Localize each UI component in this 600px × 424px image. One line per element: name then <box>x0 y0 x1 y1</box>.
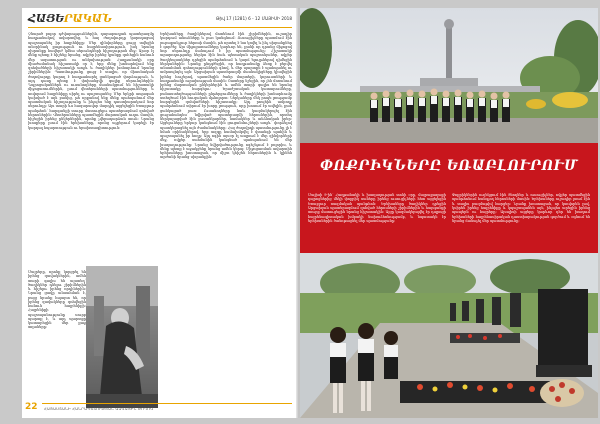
intro-column-b: Փոքրիկներին ուղեկցում էին ծնողներ և ուսուցիչներ, ովքեր պատմեցին պանթեոնում հանգչող հերոսների մասին։ Երեխաները ուշադիր լսում էին և տալիս բազմաթիվ հարցեր։ Նրանք խոստացան, որ կսովորեն լավ, կսիրեն իրենց հայրենիքը և կպաշտպանեն այն, ինչպես արեցին իրենց պապերն ու հայրերը։ Այսպիսի այցերը կարևոր դեր են խաղում երեխաների հայրենասիրական դաստիարակության գործում և օգնում են նրանց ճանաչել մեր պատմությունը։ <box>452 193 590 224</box>
intro-column-a: Մայիսի 9-ին՝ Հաղթանակի և խաղաղության տոնի օրը, մայրաքաղաքի դպրոցներից մեկի փոքրիկ սաները իրենց ուսուցիչների հետ այցելեցին Եռաբլուր ռազմական պանթեոն։ Երեխաները ծաղիկներ դրեցին Արցախյան պատերազմում զոհված հերոսների շիրիմներին և հարգանքի տուրք մատուցեցին նրանց հիշատակին։ Այցը կազմակերպվել էր դպրոցի հայրենագիտական խմբակի նախաձեռնությամբ, և նպատակն էր երեխաներին ծանոթացնել մեր պատմությանը։ <box>308 193 446 224</box>
logo-accent: ՐԱԿԱՆ <box>63 12 112 25</box>
issue-info: Թիվ 17 (1281) 6 - 12 ՄԱՅԻՍԻ 2018 <box>215 16 292 21</box>
article-title-banner <box>300 143 598 191</box>
article-intro-block <box>300 191 598 253</box>
article-column-a: Չնայած բոլոր դժվարություններին, ղարաբաղյան պատերազմը հաղթանակով ավարտվեց, և հայ ժողովուրդը կարողացավ պաշտպանել իր հայրենիքը։ Մեր զինվորները ցույց տվեցին անօրինակ քաջություն ու հայրենասիրություն, իսկ նրանց սխրանքը հավերժ կմնա սերունդների հիշողության մեջ։ Այսօր էլ մենք պետք է հիշենք նրանց, ովքեր իրենց կյանքը զոհեցին հանուն մեր ազատության ու անկախության։ Հաղթանակի օրը միաժամանակ հիշատակի օր է, երբ մենք խոնարհվում ենք զոհվածների հիշատակի առջև և ծաղիկներ խոնարհում նրանց շիրիմներին։ Պատմությունը ցույց է տալիս, որ միասնական ժողովուրդը կարող է հաղթահարել ցանկացած փորձություն, և այդ դասը պետք է փոխանցվի գալիք սերունդներին։ Դպրոցականներն ու ուսանողները մասնակցում են հիշատակի միջոցառումներին, լսում վետերանների պատմությունները և սովորում հայրենիքը սիրել ու պաշտպանել։ Մեր երկրի ապագան կախված է այն բանից, թե որքանով ենք մենք պահպանում մեր պատմական հիշողությունը և ինչպես ենք դաստիարակում նոր սերունդը։ Այս տարի ևս հազարավոր մարդիկ այցելեցին Եռաբլուր պանթեոն՝ հարգանքի տուրք մատուցելու պատերազմում զոհված հերոսներին։ Վետերանները պատմեցին մարտական ուղու մասին, հիշեցին իրենց ընկերներին, որոնք չվերադարձան տուն։ Նրանց խոսքերը լսում էին երեխաները, որոնց աչքերում կարելի էր կարդալ հպարտություն ու երախտագիտություն։ <box>28 32 154 130</box>
footer-rule <box>42 403 292 404</box>
article-column-b: Երեխաները ծաղիկներով մոտենում էին շիրիմներին, ուշադիր կարդում անունները և լուռ կանգնում։ Ուսուցիչները պատմում էին յուրաքանչյուր հերոսի մասին, թե որտեղ է նա կռվել և ինչ սխրանքներ է գործել։ Այս միջոցառումները կարևոր են, քանի որ դրանց միջոցով նոր սերունդը ճանաչում է իր պատմությունը։ Հիշատակի արարողությանը ներկա էին նաև պետական պաշտոնյաներ, ովքեր ծաղկեպսակներ դրեցին պանթեոնում և կարճ ելույթներով դիմեցին ներկաներին։ Նրանք ընդգծեցին, որ հաղթանակը ձեռք է բերվել անսահման զոհողությունների գնով, և մեր պարտքն է պահպանել ու ամրապնդել այն։ Արցախյան պատերազմի մասնակիցները կիսվեցին իրենց հուշերով, պատմեցին ծանր մարտերի, կորուստների և հաղթանակի ուրախության մասին։ Շատերը նշեցին, որ չեն մոռանում իրենց մարտական ընկերներին և ամեն տարի գալիս են նրանց հիշատակը հարգելու։ Երաժշտական կատարումները, բանաստեղծությունների ընթերցումները և ծաղիկների խոնարհումը ստեղծում էին հուզական մթնոլորտ։ Ներկաները մեկ րոպե լռությամբ հարգեցին զոհվածների հիշատակը։ Այդ րոպեին ամբողջ պանթեոնում տիրում էր խորը լռություն, որը խոսում էր ավելին, քան ցանկացած բառ։ Ուսանողները նաև կազմակերպել էին ցուցահանդես՝ նվիրված պատերազմի հերոսներին, որտեղ ներկայացված էին լուսանկարներ, նամակներ և անձնական իրեր։ Այցելուները երկար կանգնում էին ցուցանմուշների առջև՝ փորձելով պատկերացնել այն ժամանակները։ Հայ ժողովրդի պատմությունը լի է նման օրինակներով, երբ ազգը համախմբվել է վտանգի պահին և պաշտպանել իր հողը։ Այդ ոգին այսօր էլ ապրում է մեր զինվորների մեջ, ովքեր սահմանին կանգնած պահպանում են մեր խաղաղությունը։ Նրանց նվիրվածությունը ոգեշնչում է բոլորիս, և մենք պետք է աջակցենք նրանց ամեն կերպ։ Միջոցառման ավարտին երեխաները խոստացան, որ միշտ կհիշեն հերոսներին և կլինեն արժանի նրանց սխրանքին։ <box>160 32 292 160</box>
footer-text: ՀԱՅԱՍՏԱՆԻ ՀԱՆՐԱՊԵՏՈՒԹՅԱՆ ԱԶԳԱՅԻՆ ԺՈՂՈՎ <box>44 406 154 411</box>
children-at-memorial-photo <box>300 8 598 143</box>
header-rule <box>28 27 292 28</box>
left-page <box>22 8 298 418</box>
article-column-a-bottom: Մայրերը, որոնք կորցրել են իրենց զավակներին, ամեն տարի գալիս են այստեղ՝ ծաղիկներ դնելու շիրիմներին և հիշելու իրենց որդիներին։ Նրանց ցավը անսահման է, բայց նրանք հպարտ են, որ իրենց զավակները զոհվեցին հանուն հայրենիքի։ Հայրենիքի պաշտպանությունը սուրբ պարտք է, և այդ պարտքը կատարեցին մեր քաջ տղաները։ <box>28 270 86 330</box>
grieving-woman-photo <box>86 266 158 408</box>
page-number: 22 <box>25 402 38 412</box>
magazine-logo <box>28 12 112 25</box>
children-laying-flowers-photo <box>300 253 598 418</box>
article-title: ՓՈՔՐԻԿՆԵՐԸ ԵՌԱԲԼՈՒՐՈՒՄ <box>320 158 578 174</box>
page-footer <box>22 400 298 418</box>
right-page <box>300 8 598 418</box>
logo-prefix: ՀԱՅԵ <box>28 12 64 25</box>
page-header <box>28 12 292 28</box>
